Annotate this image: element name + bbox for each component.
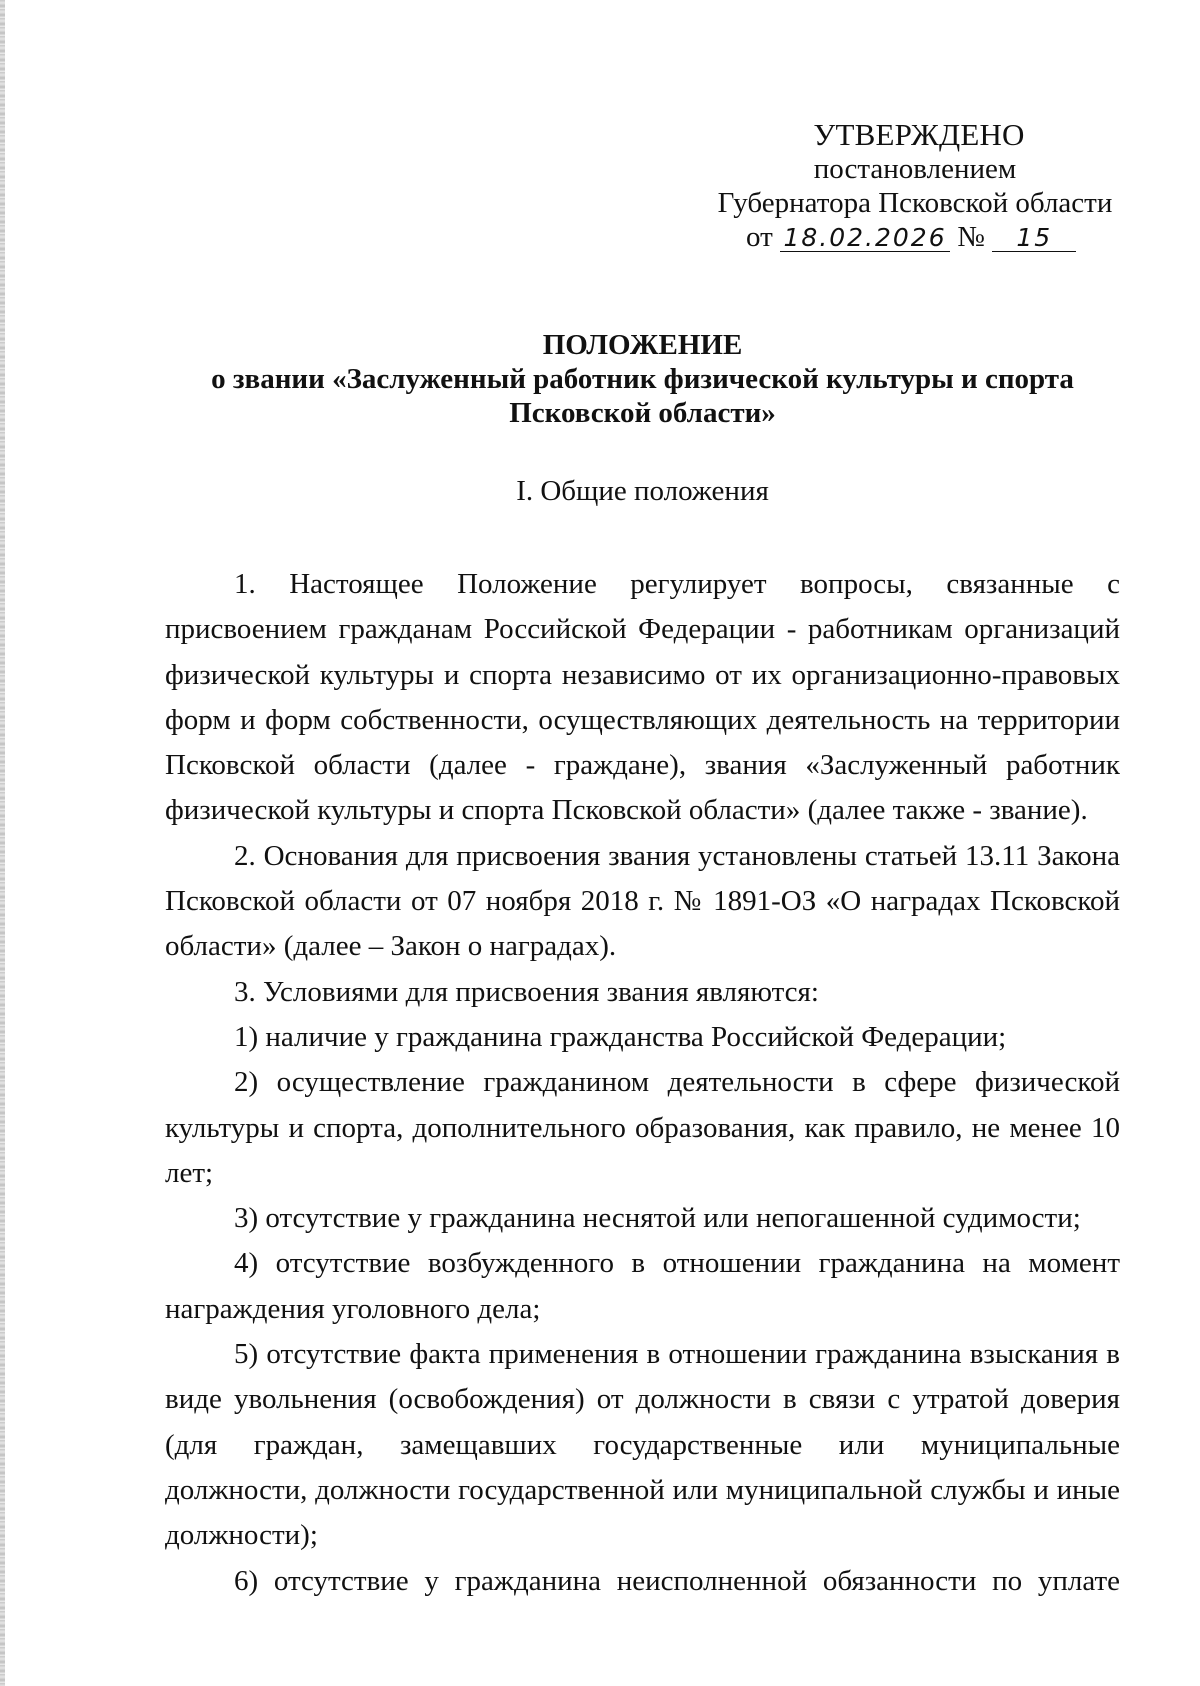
paragraph-condition-3: 3) отсутствие у гражданина неснятой или непогашенной судимости;	[234, 1202, 1081, 1235]
number-sign: №	[957, 221, 985, 253]
approval-line-governor: Губернатора Псковской области	[717, 187, 1113, 219]
document-subtitle-line-1: о звании «Заслуженный работник физической культуры и спорта	[211, 363, 1074, 395]
date-prefix: от	[746, 221, 773, 253]
scan-edge-artifact	[0, 0, 5, 1686]
document-title-block	[165, 328, 1120, 430]
section-heading: I. Общие положения	[516, 475, 769, 507]
document-subtitle-line-2: Псковской области»	[509, 397, 776, 429]
document-title: ПОЛОЖЕНИЕ	[542, 329, 743, 361]
handwritten-date: 18.02.2026	[780, 225, 950, 252]
approval-stamp-block	[700, 118, 1130, 254]
paragraph-condition-2: 2) осуществление гражданином деятельности в сфере физической культуры и спорта, дополнительного образования, как правило, не менее 10 лет;	[165, 1066, 1120, 1189]
paragraph-condition-1: 1) наличие у гражданина гражданства Российской Федерации;	[234, 1020, 1007, 1053]
paragraph-condition-6: 6) отсутствие у гражданина неисполненной обязанности по уплате	[234, 1564, 1120, 1597]
approval-line-decree: постановлением	[813, 153, 1017, 185]
paragraph-1: 1. Настоящее Положение регулирует вопросы, связанные с присвоением гражданам Российской Федерации - работникам организаций физической культуры и спорта независимо от их организационно-правовых форм и форм собственности, осуществляющих деятельность на территории Псковской области (далее - граждане), звания «Заслуженный работник физической культуры и спорта Псковской области» (далее также - звание).	[165, 568, 1120, 827]
handwritten-number: 15	[992, 225, 1076, 252]
paragraph-3: 3. Условиями для присвоения звания являются:	[234, 975, 819, 1008]
paragraph-condition-4: 4) отсутствие возбужденного в отношении гражданина на момент награждения уголовного дела;	[165, 1247, 1120, 1325]
paragraph-2: 2. Основания для присвоения звания установлены статьей 13.11 Закона Псковской области от 07 ноября 2018 г. № 1891-ОЗ «О наградах Псковской области» (далее – Закон о наградах).	[165, 839, 1120, 963]
paragraph-condition-5: 5) отсутствие факта применения в отношении гражданина взыскания в виде увольнения (освобождения) от должности в связи с утратой доверия (для граждан, замещавших государственные или муниципальные должности, должности государственной или муниципальной службы и иные должности);	[165, 1338, 1120, 1552]
document-body	[165, 562, 1120, 1604]
approval-heading: УТВЕРЖДЕНО	[813, 117, 1025, 152]
approval-date-line	[700, 220, 1130, 254]
